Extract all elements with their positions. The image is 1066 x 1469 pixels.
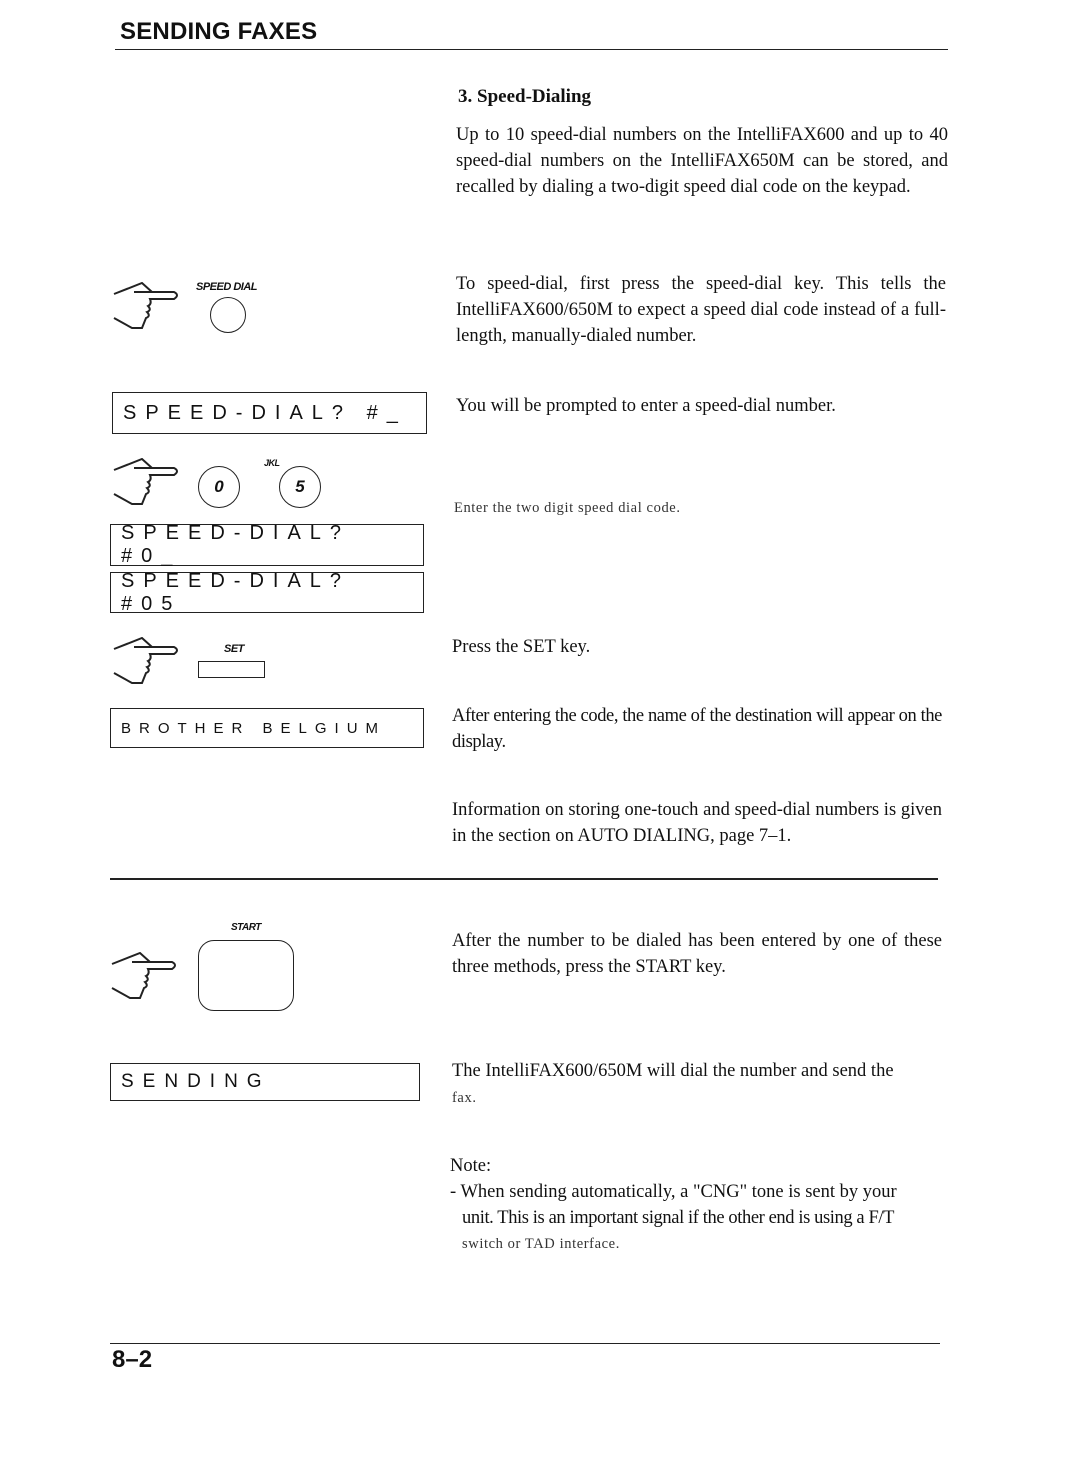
after-code-paragraph: After entering the code, the name of the destination will appear on the display. (452, 706, 942, 752)
header-rule (115, 49, 948, 50)
note-line-2: unit. This is an important signal if the other end is using a F/T (462, 1208, 895, 1228)
info-paragraph: Information on storing one-touch and speed-dial numbers is given in the section on AUTO DIALING, page 7–1. (452, 800, 942, 846)
start-key-label: START (231, 922, 261, 933)
speed-dial-key-label: SPEED DIAL (196, 281, 258, 293)
key-0: 0 (198, 466, 240, 508)
set-paragraph: Press the SET key. (452, 637, 591, 657)
intro-paragraph: Up to 10 speed-dial numbers on the IntelliFAX600 and up to 40 speed-dial numbers on the IntelliFAX650M can be stored, and recalled by dialing a two-digit speed dial code on the keypad. (456, 125, 948, 197)
pointing-hand-icon (110, 952, 180, 1002)
prompt-paragraph: You will be prompted to enter a speed-dial number. (456, 396, 836, 416)
lcd-display-1: SPEED-DIAL? #_ (112, 392, 427, 434)
note-line-3: switch or TAD interface. (462, 1236, 620, 1252)
lcd-display-sending: SENDING (110, 1063, 420, 1101)
pointing-hand-icon (112, 637, 182, 687)
section-heading: 3. Speed-Dialing (458, 86, 592, 107)
lcd-display-3: SPEED-DIAL? #05 (110, 572, 424, 613)
pointing-hand-icon (112, 458, 182, 508)
page-number: 8–2 (112, 1346, 153, 1373)
key-5-letters: JKL (264, 458, 280, 468)
pointing-hand-icon (112, 282, 182, 332)
enter-code-text: Enter the two digit speed dial code. (454, 500, 681, 516)
key-5: 5 (279, 466, 321, 508)
note-line-1: - When sending automatically, a "CNG" tone is sent by your (450, 1182, 897, 1202)
section-divider (110, 878, 938, 880)
start-key (198, 940, 294, 1011)
lcd-display-4: BROTHER BELGIUM (110, 708, 424, 748)
set-key (198, 661, 265, 678)
start-paragraph: After the number to be dialed has been entered by one of these three methods, press the START key. (452, 931, 942, 977)
send-paragraph-end: fax. (452, 1090, 477, 1106)
page-title: SENDING FAXES (120, 18, 318, 45)
speed-dial-key (210, 297, 246, 333)
note-label: Note: (450, 1156, 492, 1176)
footer-rule (110, 1343, 940, 1344)
lcd-display-2: SPEED-DIAL? #0_ (110, 524, 424, 566)
speed-dial-paragraph: To speed-dial, first press the speed-dial key. This tells the IntelliFAX600/650M to expect a speed dial code instead of a full-length, manually-dialed number. (456, 274, 946, 346)
set-key-label: SET (224, 643, 244, 655)
send-paragraph: The IntelliFAX600/650M will dial the number and send the (452, 1061, 894, 1081)
